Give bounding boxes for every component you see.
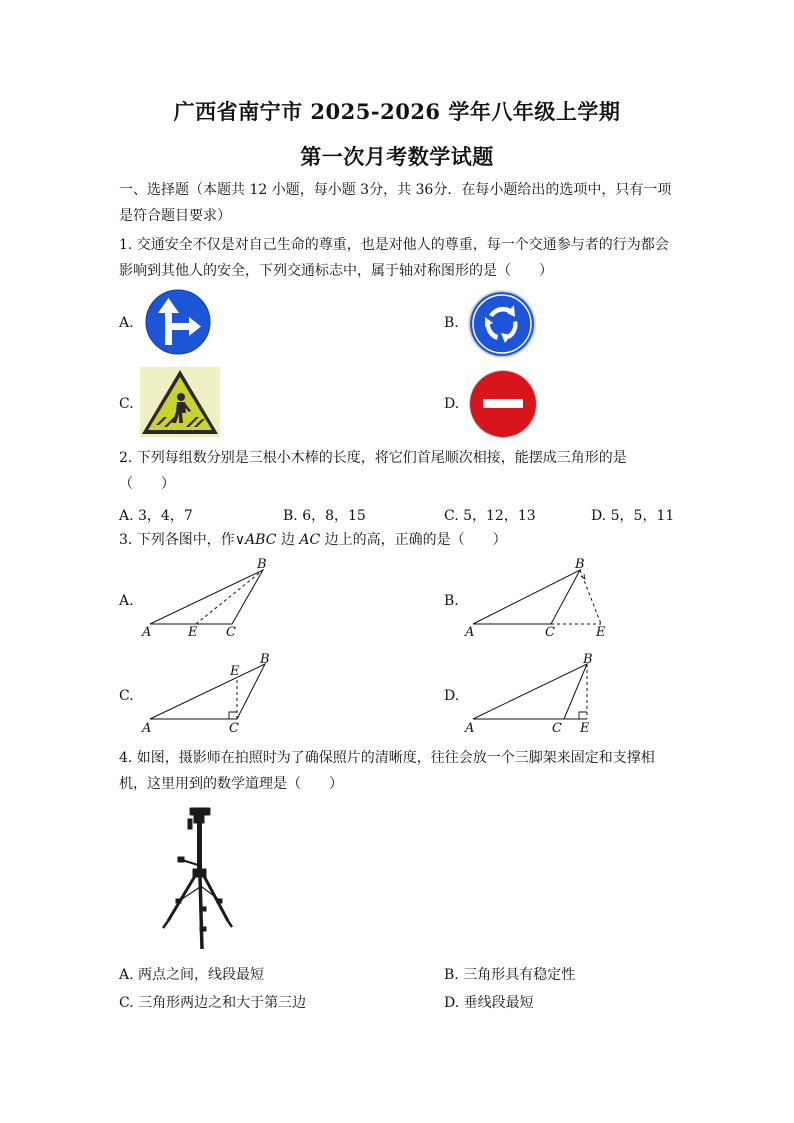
point-label-e: E bbox=[230, 664, 240, 679]
no-entry-icon bbox=[468, 369, 538, 439]
q3-stem-mid: 边 bbox=[276, 532, 300, 548]
point-label-a: A bbox=[465, 625, 475, 640]
q3-figure-d bbox=[463, 650, 613, 738]
q4-option-b: B. 三角形具有稳定性 bbox=[444, 967, 576, 983]
q2-option-c: C. 5，12，13 bbox=[444, 508, 536, 524]
q1-option-a-label: A. bbox=[119, 315, 134, 331]
q3-triangle-name: ABC bbox=[245, 532, 277, 548]
point-label-a: A bbox=[142, 721, 152, 736]
point-label-e: E bbox=[188, 625, 198, 640]
triangle-symbol: ∨ bbox=[234, 532, 246, 548]
question-3-stem bbox=[119, 530, 507, 550]
question-1-stem-cont: 影响到其他人的安全，下列交通标志中，属于轴对称图形的是（ ） bbox=[119, 263, 553, 279]
q1-option-c-label: C. bbox=[119, 396, 134, 412]
question-1-stem: 1. 交通安全不仅是对自己生命的尊重，也是对他人的尊重，每一个交通参与者的行为都会 bbox=[119, 237, 669, 253]
q3-stem-suffix: 边上的高，正确的是（ ） bbox=[320, 532, 507, 548]
point-label-b: B bbox=[260, 652, 270, 667]
q3-figure-a bbox=[140, 556, 280, 642]
q4-option-a: A. 两点之间，线段最短 bbox=[119, 967, 265, 983]
point-label-a: A bbox=[142, 625, 152, 640]
point-label-c: C bbox=[545, 625, 555, 640]
q3-figure-b bbox=[463, 556, 623, 642]
q3-option-c-label: C. bbox=[119, 688, 134, 704]
q3-option-a-label: A. bbox=[119, 593, 134, 609]
point-label-b: B bbox=[583, 652, 593, 667]
q1-option-b-label: B. bbox=[444, 315, 459, 331]
q3-side-name: AC bbox=[299, 532, 321, 548]
q3-figure-c bbox=[140, 650, 280, 738]
q4-option-c: C. 三角形两边之和大于第三边 bbox=[119, 995, 307, 1011]
question-4-stem-cont: 机，这里用到的数学道理是（ ） bbox=[119, 776, 343, 792]
q4-option-d: D. 垂线段最短 bbox=[444, 995, 534, 1011]
point-label-b: B bbox=[257, 557, 267, 572]
pedestrian-crossing-icon bbox=[140, 367, 220, 437]
point-label-e: E bbox=[580, 721, 590, 736]
page-title: 广西省南宁市 2025-2026 学年八年级上学期 bbox=[173, 99, 621, 124]
section-instruction-cont: 是符合题目要求） bbox=[119, 208, 231, 224]
point-label-c: C bbox=[229, 721, 239, 736]
question-2-stem-cont: （ ） bbox=[119, 476, 175, 492]
point-label-e: E bbox=[596, 625, 606, 640]
point-label-a: A bbox=[465, 721, 475, 736]
q1-option-d-label: D. bbox=[444, 396, 460, 412]
question-4-stem: 4. 如图，摄影师在拍照时为了确保照片的清晰度，往往会放一个三脚架来固定和支撑相 bbox=[119, 750, 655, 766]
q3-stem-prefix: 3. 下列各图中，作 bbox=[119, 532, 235, 548]
point-label-b: B bbox=[575, 557, 585, 572]
q2-option-d: D. 5，5，11 bbox=[591, 508, 675, 524]
q3-option-b-label: B. bbox=[444, 593, 459, 609]
q2-option-b: B. 6，8，15 bbox=[283, 508, 366, 524]
tripod-image bbox=[160, 803, 240, 955]
point-label-c: C bbox=[552, 721, 562, 736]
page-subtitle: 第一次月考数学试题 bbox=[300, 144, 494, 169]
question-2-stem: 2. 下列每组数分别是三根小木棒的长度，将它们首尾顺次相接，能摆成三角形的是 bbox=[119, 450, 627, 466]
section-instruction: 一、选择题（本题共 12 小题，每小题 3分，共 36分．在每小题给出的选项中，只有一项 bbox=[119, 182, 672, 198]
straight-or-right-arrow-icon bbox=[143, 289, 213, 355]
q2-option-a: A. 3，4，7 bbox=[119, 508, 193, 524]
q3-option-d-label: D. bbox=[444, 688, 460, 704]
roundabout-icon bbox=[467, 289, 537, 359]
point-label-c: C bbox=[226, 625, 236, 640]
